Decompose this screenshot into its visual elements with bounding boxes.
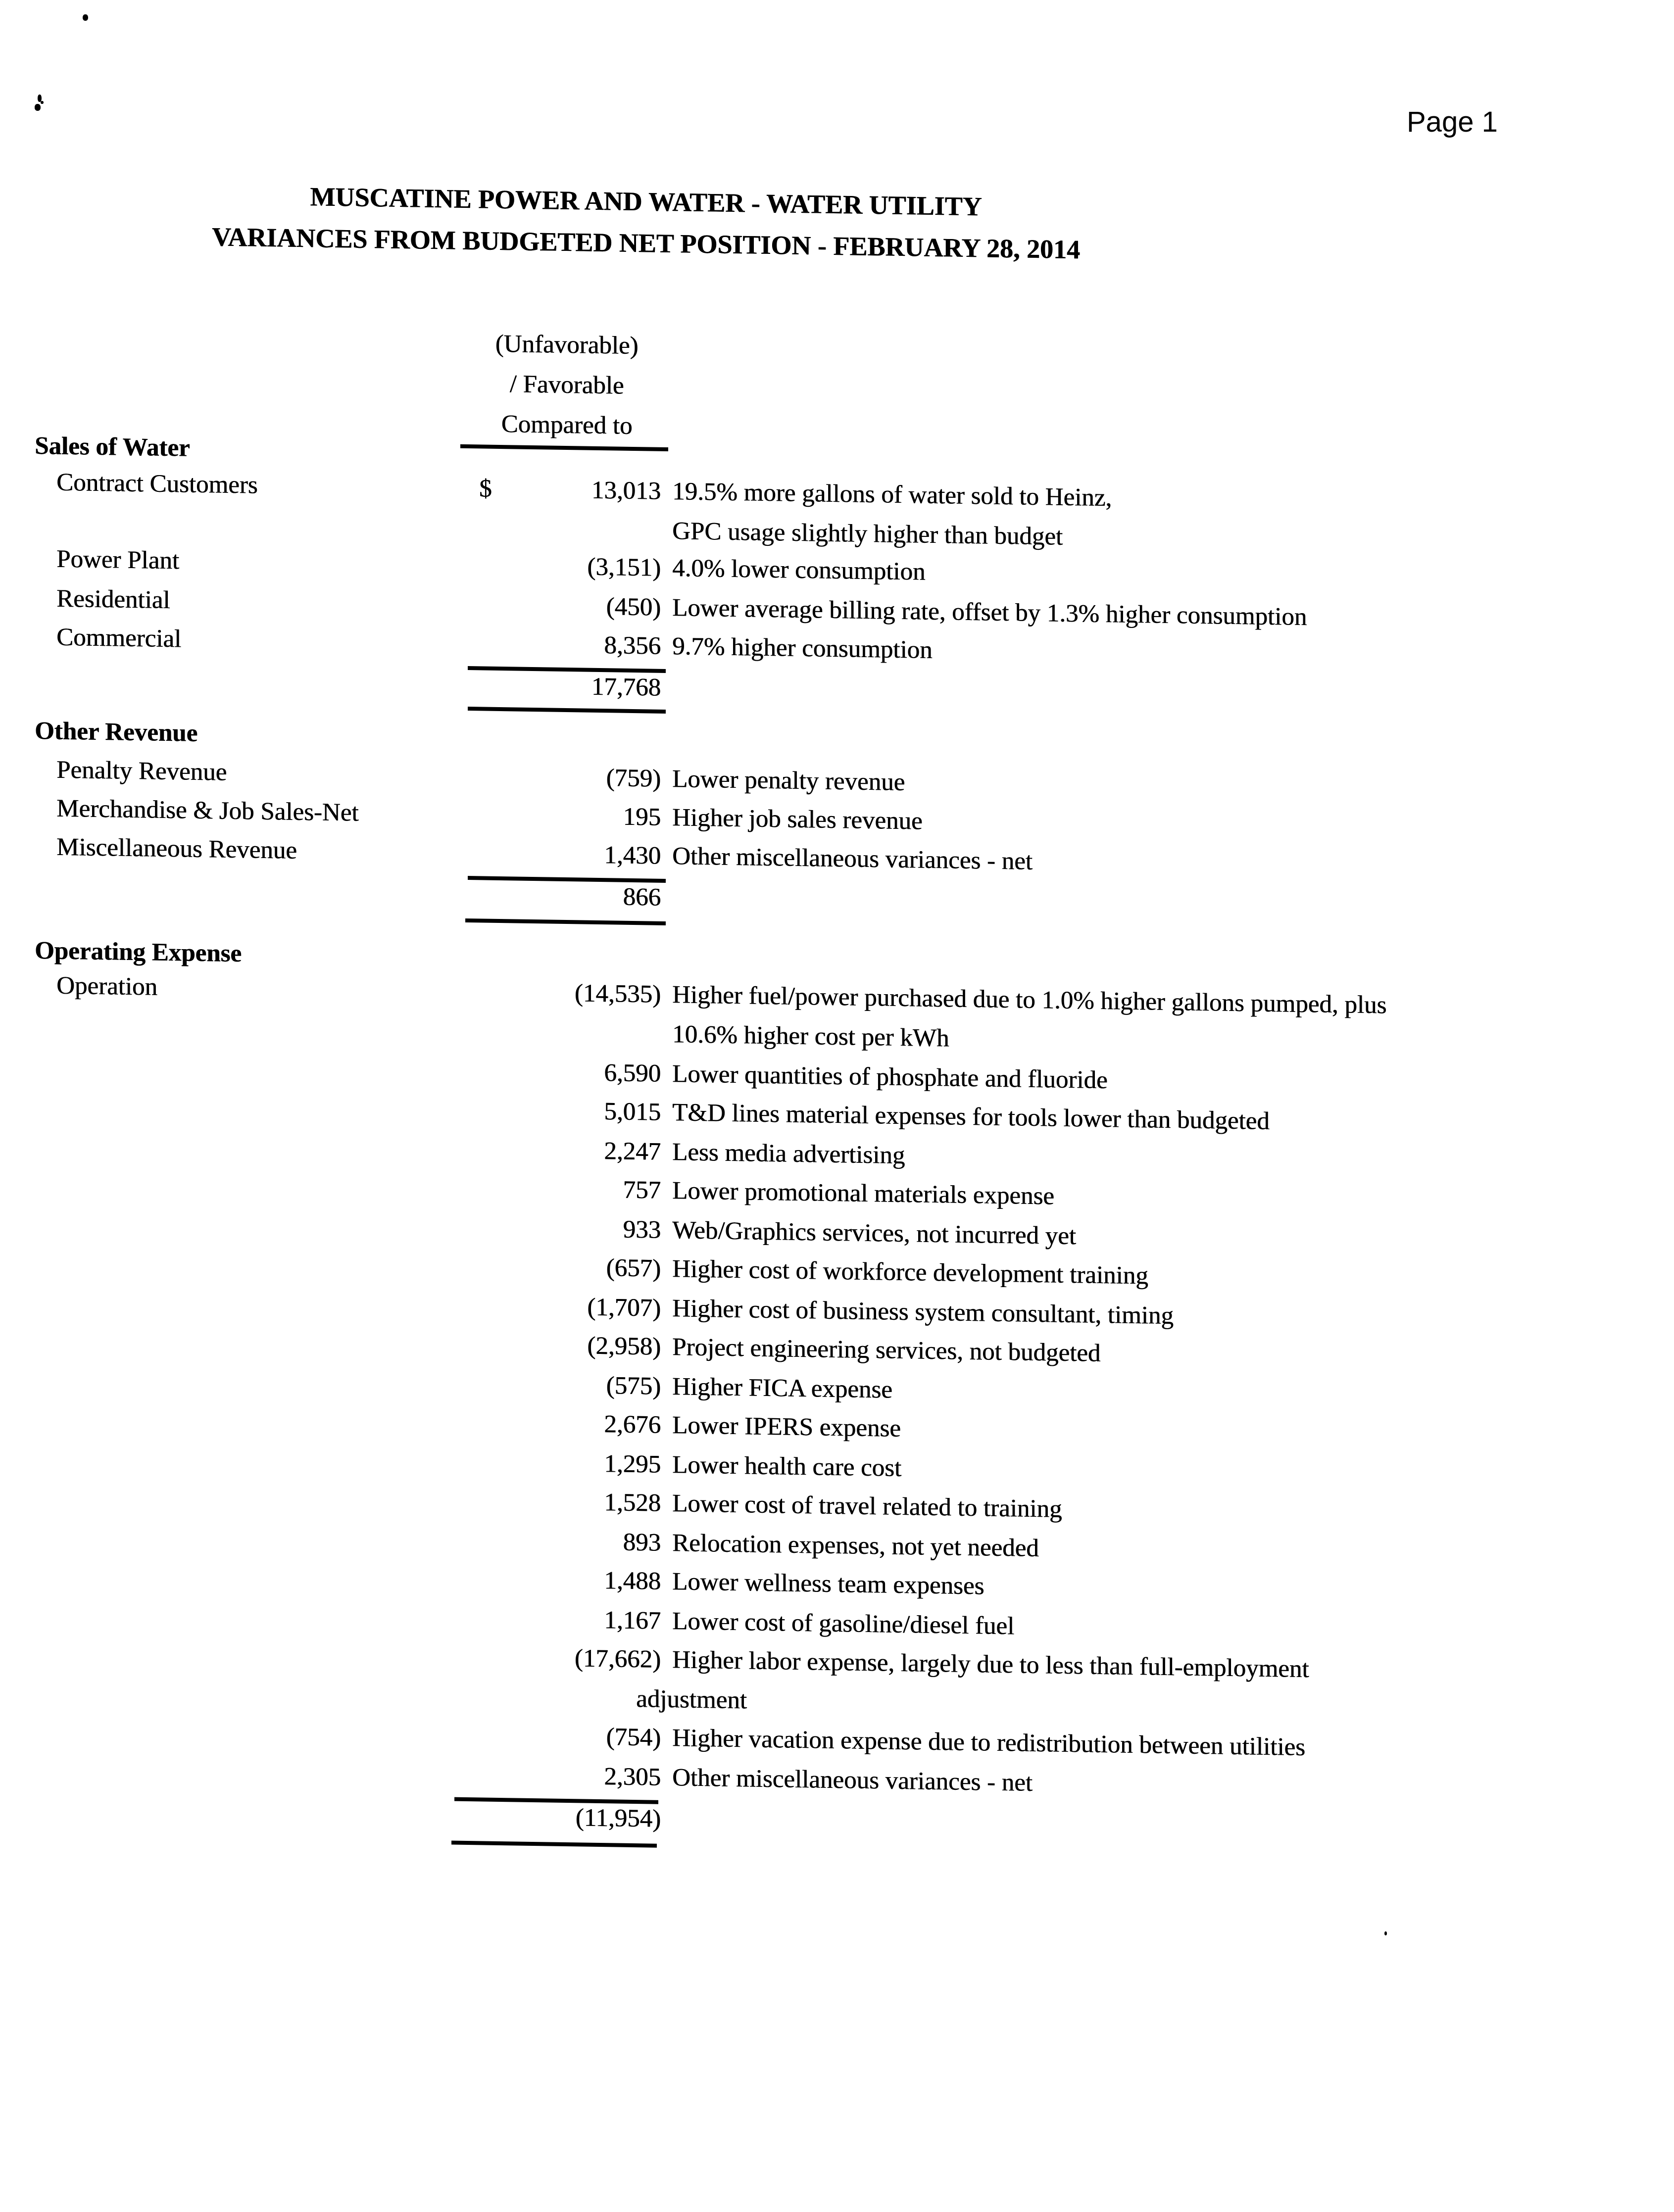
- row-description: Other miscellaneous variances - net: [672, 1764, 1033, 1797]
- column-header-line-1: (Unfavorable): [495, 330, 639, 360]
- dollar-sign: $: [479, 475, 492, 503]
- row-amount: 2,305: [604, 1763, 661, 1791]
- row-amount: 2,676: [604, 1410, 661, 1439]
- row-amount: (450): [606, 593, 661, 622]
- subtotal-rule: [468, 707, 666, 714]
- row-description: Higher cost of business system consultant, timing: [672, 1295, 1174, 1330]
- row-description: Less media advertising: [672, 1138, 905, 1170]
- row-description: Higher labor expense, largely due to less than full-employment: [672, 1646, 1309, 1683]
- row-amount: 195: [623, 803, 661, 831]
- row-amount: (575): [606, 1372, 661, 1400]
- row-amount: (14,535): [574, 979, 661, 1009]
- section-header-operating-expense: Operating Expense: [35, 937, 242, 968]
- row-amount: (759): [606, 764, 661, 793]
- row-amount: 757: [623, 1176, 661, 1204]
- row-description: Higher job sales revenue: [672, 804, 923, 835]
- section-header-other-revenue: Other Revenue: [35, 717, 198, 747]
- row-description-continuation: adjustment: [636, 1685, 747, 1715]
- row-amount: 5,015: [604, 1098, 661, 1126]
- row-amount: 1,167: [604, 1606, 661, 1635]
- subtotal-rule: [465, 918, 666, 925]
- row-description: GPC usage slightly higher than budget: [672, 517, 1063, 551]
- row-description: Lower quantities of phosphate and fluoride: [672, 1060, 1108, 1095]
- row-description: Lower cost of travel related to training: [672, 1490, 1062, 1523]
- amount-column-header: [463, 324, 671, 447]
- row-description: Higher cost of workforce development training: [672, 1255, 1148, 1290]
- row-amount: 1,430: [604, 841, 661, 870]
- row-description: Relocation expenses, not yet needed: [672, 1529, 1039, 1563]
- row-label: Miscellaneous Revenue: [56, 833, 297, 865]
- row-description: 4.0% lower consumption: [672, 554, 926, 586]
- row-description: Lower cost of gasoline/diesel fuel: [672, 1607, 1015, 1640]
- subtotal-rule: [451, 1841, 657, 1848]
- row-description: Lower penalty revenue: [672, 765, 905, 797]
- page-number: Page 1: [1407, 106, 1498, 138]
- row-description: Higher fuel/power purchased due to 1.0% higher gallons pumped, plus: [672, 981, 1387, 1019]
- row-label: Operation: [56, 971, 157, 1001]
- row-amount: 1,528: [604, 1489, 661, 1517]
- row-amount: 2,247: [604, 1137, 661, 1166]
- row-description: Higher FICA expense: [672, 1373, 892, 1404]
- row-amount: 933: [623, 1215, 661, 1244]
- row-label: Power Plant: [56, 545, 179, 575]
- row-description: Lower IPERS expense: [672, 1411, 901, 1443]
- document-title-line-1: MUSCATINE POWER AND WATER - WATER UTILITY: [310, 182, 982, 222]
- row-amount: 8,356: [604, 631, 661, 660]
- row-amount: (3,151): [587, 553, 661, 582]
- row-description: Lower wellness team expenses: [672, 1568, 985, 1600]
- row-label: Contract Customers: [56, 468, 258, 499]
- section-subtotal: 866: [623, 883, 661, 912]
- row-amount: (754): [606, 1723, 661, 1752]
- row-description: T&D lines material expenses for tools lower than budgeted: [672, 1099, 1270, 1136]
- row-amount: (17,662): [574, 1644, 661, 1674]
- row-amount: 1,295: [604, 1450, 661, 1479]
- row-amount: (657): [606, 1254, 661, 1283]
- row-description: Lower average billing rate, offset by 1.3% higher consumption: [672, 594, 1307, 631]
- row-description: Web/Graphics services, not incurred yet: [672, 1216, 1076, 1250]
- row-amount: 13,013: [591, 476, 661, 505]
- column-header-line-2: / Favorable: [509, 370, 624, 400]
- row-description: 10.6% higher cost per kWh: [672, 1020, 949, 1053]
- row-amount: 893: [623, 1528, 661, 1557]
- row-amount: 1,488: [604, 1567, 661, 1595]
- row-label: Penalty Revenue: [56, 756, 227, 786]
- row-label: Commercial: [56, 623, 182, 653]
- row-description: Higher vacation expense due to redistribution between utilities: [672, 1724, 1305, 1762]
- row-description: 9.7% higher consumption: [672, 632, 933, 664]
- row-description: Other miscellaneous variances - net: [672, 842, 1033, 875]
- row-label: Residential: [56, 584, 170, 615]
- row-label: Merchandise & Job Sales-Net: [56, 794, 359, 827]
- row-description: 19.5% more gallons of water sold to Heinz,: [672, 478, 1112, 512]
- section-header-sales-of-water: Sales of Water: [35, 432, 190, 462]
- section-subtotal: (11,954): [575, 1804, 661, 1833]
- row-amount: 6,590: [604, 1059, 661, 1088]
- row-description: Lower health care cost: [672, 1451, 902, 1483]
- document-title-line-2: VARIANCES FROM BUDGETED NET POSITION - FEBRUARY 28, 2014: [212, 222, 1080, 265]
- row-amount: (1,707): [587, 1293, 661, 1322]
- row-description: Lower promotional materials expense: [672, 1177, 1054, 1210]
- row-amount: (2,958): [587, 1332, 661, 1361]
- row-description: Project engineering services, not budgeted: [672, 1333, 1101, 1367]
- section-subtotal: 17,768: [591, 673, 661, 702]
- column-header-line-3: Compared to: [501, 410, 633, 440]
